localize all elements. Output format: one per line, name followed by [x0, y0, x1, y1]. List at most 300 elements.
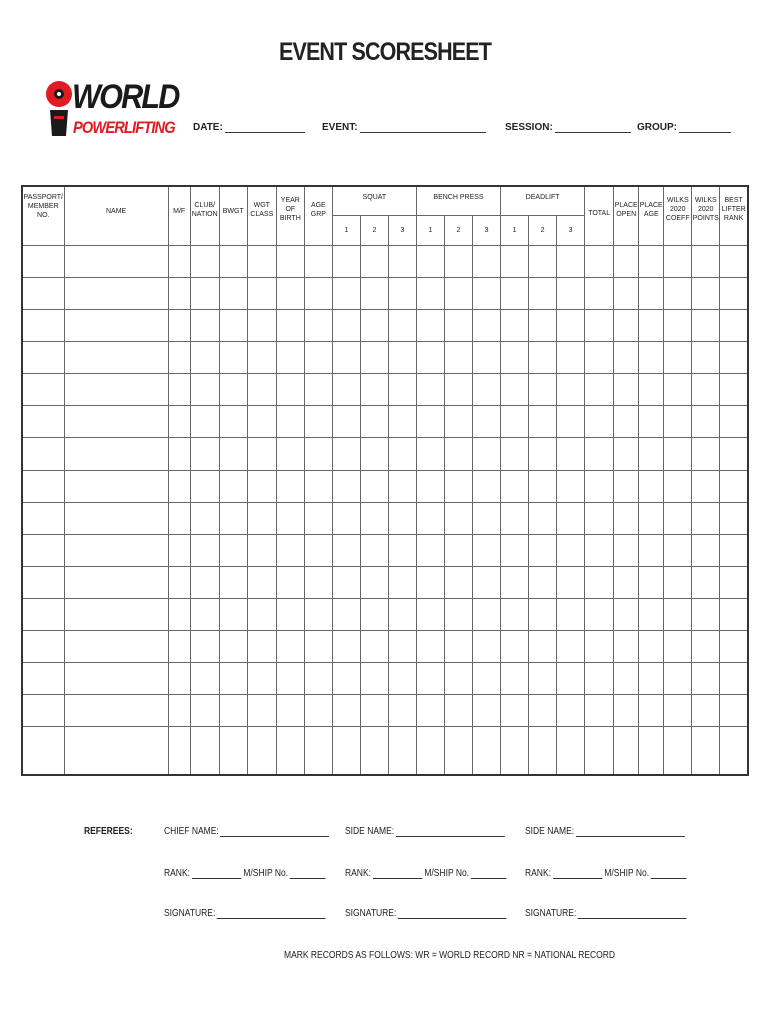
entry-cell[interactable] — [22, 246, 64, 278]
entry-cell[interactable] — [190, 246, 219, 278]
entry-cell[interactable] — [168, 502, 190, 534]
entry-cell[interactable] — [692, 406, 720, 438]
entry-cell[interactable] — [276, 630, 304, 662]
entry-cell[interactable] — [557, 438, 585, 470]
entry-cell[interactable] — [529, 534, 557, 566]
entry-cell[interactable] — [529, 566, 557, 598]
entry-cell[interactable] — [247, 663, 276, 695]
entry-cell[interactable] — [247, 374, 276, 406]
entry-cell[interactable] — [614, 470, 639, 502]
entry-cell[interactable] — [247, 502, 276, 534]
entry-cell[interactable] — [664, 406, 692, 438]
entry-cell[interactable] — [22, 278, 64, 310]
entry-cell[interactable] — [614, 438, 639, 470]
entry-cell[interactable] — [664, 727, 692, 775]
entry-cell[interactable] — [332, 727, 360, 775]
entry-cell[interactable] — [720, 374, 748, 406]
entry-cell[interactable] — [614, 630, 639, 662]
entry-cell[interactable] — [444, 502, 472, 534]
entry-cell[interactable] — [692, 598, 720, 630]
entry-cell[interactable] — [664, 663, 692, 695]
entry-cell[interactable] — [585, 470, 614, 502]
entry-cell[interactable] — [360, 663, 388, 695]
entry-cell[interactable] — [416, 502, 444, 534]
entry-cell[interactable] — [557, 406, 585, 438]
entry-cell[interactable] — [22, 695, 64, 727]
entry-cell[interactable] — [639, 438, 664, 470]
entry-cell[interactable] — [444, 695, 472, 727]
entry-cell[interactable] — [557, 727, 585, 775]
entry-cell[interactable] — [585, 310, 614, 342]
entry-cell[interactable] — [444, 566, 472, 598]
entry-cell[interactable] — [219, 406, 247, 438]
entry-cell[interactable] — [22, 663, 64, 695]
entry-cell[interactable] — [529, 278, 557, 310]
entry-cell[interactable] — [332, 374, 360, 406]
entry-cell[interactable] — [473, 727, 501, 775]
entry-cell[interactable] — [444, 342, 472, 374]
entry-cell[interactable] — [720, 310, 748, 342]
entry-cell[interactable] — [276, 534, 304, 566]
entry-cell[interactable] — [614, 663, 639, 695]
entry-cell[interactable] — [64, 566, 168, 598]
entry-cell[interactable] — [444, 278, 472, 310]
entry-cell[interactable] — [304, 630, 332, 662]
entry-cell[interactable] — [501, 438, 529, 470]
entry-cell[interactable] — [692, 246, 720, 278]
entry-cell[interactable] — [692, 502, 720, 534]
entry-cell[interactable] — [639, 342, 664, 374]
entry-cell[interactable] — [168, 727, 190, 775]
entry-cell[interactable] — [388, 598, 416, 630]
entry-cell[interactable] — [585, 374, 614, 406]
entry-cell[interactable] — [720, 663, 748, 695]
entry-cell[interactable] — [64, 727, 168, 775]
entry-cell[interactable] — [22, 438, 64, 470]
entry-cell[interactable] — [639, 278, 664, 310]
entry-cell[interactable] — [444, 246, 472, 278]
entry-cell[interactable] — [247, 566, 276, 598]
entry-cell[interactable] — [639, 695, 664, 727]
entry-cell[interactable] — [639, 470, 664, 502]
event-field[interactable] — [322, 122, 486, 133]
entry-cell[interactable] — [276, 342, 304, 374]
entry-cell[interactable] — [585, 502, 614, 534]
entry-cell[interactable] — [416, 374, 444, 406]
entry-cell[interactable] — [501, 598, 529, 630]
entry-cell[interactable] — [219, 374, 247, 406]
entry-cell[interactable] — [557, 502, 585, 534]
entry-cell[interactable] — [332, 246, 360, 278]
entry-cell[interactable] — [720, 406, 748, 438]
entry-cell[interactable] — [473, 695, 501, 727]
entry-cell[interactable] — [190, 630, 219, 662]
entry-cell[interactable] — [720, 278, 748, 310]
entry-cell[interactable] — [190, 310, 219, 342]
entry-cell[interactable] — [585, 598, 614, 630]
entry-cell[interactable] — [64, 310, 168, 342]
entry-cell[interactable] — [64, 342, 168, 374]
entry-cell[interactable] — [332, 342, 360, 374]
entry-cell[interactable] — [168, 663, 190, 695]
entry-cell[interactable] — [22, 534, 64, 566]
entry-cell[interactable] — [190, 502, 219, 534]
entry-cell[interactable] — [529, 438, 557, 470]
entry-cell[interactable] — [276, 374, 304, 406]
entry-cell[interactable] — [168, 534, 190, 566]
entry-cell[interactable] — [247, 727, 276, 775]
entry-cell[interactable] — [473, 246, 501, 278]
entry-cell[interactable] — [416, 630, 444, 662]
entry-cell[interactable] — [304, 438, 332, 470]
entry-cell[interactable] — [304, 727, 332, 775]
entry-cell[interactable] — [304, 342, 332, 374]
entry-cell[interactable] — [190, 663, 219, 695]
entry-cell[interactable] — [247, 246, 276, 278]
entry-cell[interactable] — [247, 534, 276, 566]
entry-cell[interactable] — [360, 374, 388, 406]
entry-cell[interactable] — [332, 310, 360, 342]
entry-cell[interactable] — [720, 502, 748, 534]
entry-cell[interactable] — [219, 438, 247, 470]
entry-cell[interactable] — [416, 278, 444, 310]
entry-cell[interactable] — [304, 695, 332, 727]
entry-cell[interactable] — [664, 502, 692, 534]
entry-cell[interactable] — [388, 534, 416, 566]
entry-cell[interactable] — [332, 406, 360, 438]
entry-cell[interactable] — [444, 438, 472, 470]
entry-cell[interactable] — [360, 534, 388, 566]
entry-cell[interactable] — [332, 598, 360, 630]
entry-cell[interactable] — [529, 374, 557, 406]
entry-cell[interactable] — [388, 663, 416, 695]
entry-cell[interactable] — [22, 310, 64, 342]
entry-cell[interactable] — [664, 630, 692, 662]
entry-cell[interactable] — [585, 663, 614, 695]
entry-cell[interactable] — [64, 246, 168, 278]
entry-cell[interactable] — [360, 727, 388, 775]
rank-field-3[interactable] — [525, 868, 686, 879]
entry-cell[interactable] — [360, 278, 388, 310]
entry-cell[interactable] — [473, 406, 501, 438]
entry-cell[interactable] — [190, 727, 219, 775]
entry-cell[interactable] — [529, 470, 557, 502]
entry-cell[interactable] — [585, 534, 614, 566]
entry-cell[interactable] — [557, 598, 585, 630]
entry-cell[interactable] — [585, 342, 614, 374]
entry-cell[interactable] — [388, 502, 416, 534]
entry-cell[interactable] — [664, 566, 692, 598]
entry-cell[interactable] — [360, 342, 388, 374]
entry-cell[interactable] — [332, 566, 360, 598]
entry-cell[interactable] — [557, 246, 585, 278]
entry-cell[interactable] — [247, 278, 276, 310]
entry-cell[interactable] — [473, 278, 501, 310]
entry-cell[interactable] — [720, 534, 748, 566]
entry-cell[interactable] — [501, 502, 529, 534]
entry-cell[interactable] — [557, 310, 585, 342]
rank-field-1[interactable] — [164, 868, 325, 879]
entry-cell[interactable] — [388, 566, 416, 598]
entry-cell[interactable] — [639, 598, 664, 630]
entry-cell[interactable] — [332, 470, 360, 502]
entry-cell[interactable] — [639, 406, 664, 438]
entry-cell[interactable] — [219, 598, 247, 630]
entry-cell[interactable] — [614, 502, 639, 534]
date-field[interactable] — [193, 122, 305, 133]
entry-cell[interactable] — [190, 470, 219, 502]
entry-cell[interactable] — [276, 438, 304, 470]
entry-cell[interactable] — [332, 630, 360, 662]
entry-cell[interactable] — [276, 406, 304, 438]
entry-cell[interactable] — [473, 470, 501, 502]
entry-cell[interactable] — [639, 310, 664, 342]
entry-cell[interactable] — [529, 246, 557, 278]
entry-cell[interactable] — [22, 727, 64, 775]
entry-cell[interactable] — [529, 502, 557, 534]
entry-cell[interactable] — [557, 663, 585, 695]
entry-cell[interactable] — [473, 342, 501, 374]
side-name-field-2[interactable] — [525, 826, 685, 837]
entry-cell[interactable] — [22, 470, 64, 502]
entry-cell[interactable] — [501, 663, 529, 695]
entry-cell[interactable] — [64, 438, 168, 470]
entry-cell[interactable] — [360, 246, 388, 278]
entry-cell[interactable] — [22, 406, 64, 438]
entry-cell[interactable] — [388, 727, 416, 775]
entry-cell[interactable] — [501, 534, 529, 566]
entry-cell[interactable] — [304, 534, 332, 566]
entry-cell[interactable] — [168, 566, 190, 598]
entry-cell[interactable] — [276, 695, 304, 727]
entry-cell[interactable] — [473, 502, 501, 534]
entry-cell[interactable] — [529, 406, 557, 438]
entry-cell[interactable] — [219, 502, 247, 534]
entry-cell[interactable] — [529, 310, 557, 342]
entry-cell[interactable] — [501, 566, 529, 598]
entry-cell[interactable] — [416, 406, 444, 438]
entry-cell[interactable] — [388, 695, 416, 727]
entry-cell[interactable] — [529, 663, 557, 695]
entry-cell[interactable] — [360, 470, 388, 502]
entry-cell[interactable] — [416, 310, 444, 342]
entry-cell[interactable] — [276, 663, 304, 695]
entry-cell[interactable] — [639, 502, 664, 534]
signature-field-1[interactable] — [164, 908, 326, 919]
entry-cell[interactable] — [501, 727, 529, 775]
entry-cell[interactable] — [247, 470, 276, 502]
entry-cell[interactable] — [304, 470, 332, 502]
entry-cell[interactable] — [219, 663, 247, 695]
entry-cell[interactable] — [639, 246, 664, 278]
entry-cell[interactable] — [664, 695, 692, 727]
session-field[interactable] — [505, 122, 631, 133]
entry-cell[interactable] — [168, 374, 190, 406]
entry-cell[interactable] — [416, 727, 444, 775]
entry-cell[interactable] — [720, 470, 748, 502]
entry-cell[interactable] — [444, 727, 472, 775]
entry-cell[interactable] — [304, 663, 332, 695]
entry-cell[interactable] — [664, 246, 692, 278]
signature-field-3[interactable] — [525, 908, 687, 919]
entry-cell[interactable] — [332, 663, 360, 695]
entry-cell[interactable] — [304, 374, 332, 406]
entry-cell[interactable] — [219, 630, 247, 662]
entry-cell[interactable] — [444, 534, 472, 566]
entry-cell[interactable] — [692, 470, 720, 502]
entry-cell[interactable] — [614, 278, 639, 310]
entry-cell[interactable] — [64, 630, 168, 662]
entry-cell[interactable] — [720, 695, 748, 727]
entry-cell[interactable] — [64, 374, 168, 406]
entry-cell[interactable] — [360, 406, 388, 438]
entry-cell[interactable] — [276, 727, 304, 775]
entry-cell[interactable] — [360, 566, 388, 598]
entry-cell[interactable] — [585, 278, 614, 310]
entry-cell[interactable] — [444, 598, 472, 630]
entry-cell[interactable] — [473, 663, 501, 695]
rank-field-2[interactable] — [345, 868, 506, 879]
entry-cell[interactable] — [219, 342, 247, 374]
entry-cell[interactable] — [501, 342, 529, 374]
entry-cell[interactable] — [529, 727, 557, 775]
entry-cell[interactable] — [664, 534, 692, 566]
entry-cell[interactable] — [388, 406, 416, 438]
entry-cell[interactable] — [219, 727, 247, 775]
entry-cell[interactable] — [585, 438, 614, 470]
entry-cell[interactable] — [444, 374, 472, 406]
entry-cell[interactable] — [304, 566, 332, 598]
entry-cell[interactable] — [304, 278, 332, 310]
entry-cell[interactable] — [416, 695, 444, 727]
side-name-field-1[interactable] — [345, 826, 505, 837]
entry-cell[interactable] — [664, 470, 692, 502]
entry-cell[interactable] — [64, 534, 168, 566]
entry-cell[interactable] — [501, 470, 529, 502]
entry-cell[interactable] — [557, 695, 585, 727]
entry-cell[interactable] — [614, 534, 639, 566]
entry-cell[interactable] — [416, 534, 444, 566]
entry-cell[interactable] — [168, 342, 190, 374]
entry-cell[interactable] — [219, 566, 247, 598]
entry-cell[interactable] — [585, 406, 614, 438]
entry-cell[interactable] — [614, 566, 639, 598]
entry-cell[interactable] — [557, 534, 585, 566]
entry-cell[interactable] — [332, 695, 360, 727]
entry-cell[interactable] — [168, 695, 190, 727]
entry-cell[interactable] — [720, 438, 748, 470]
entry-cell[interactable] — [388, 470, 416, 502]
entry-cell[interactable] — [168, 246, 190, 278]
entry-cell[interactable] — [473, 534, 501, 566]
entry-cell[interactable] — [614, 598, 639, 630]
entry-cell[interactable] — [664, 310, 692, 342]
entry-cell[interactable] — [22, 566, 64, 598]
entry-cell[interactable] — [304, 598, 332, 630]
entry-cell[interactable] — [557, 630, 585, 662]
entry-cell[interactable] — [64, 598, 168, 630]
entry-cell[interactable] — [360, 438, 388, 470]
entry-cell[interactable] — [22, 630, 64, 662]
entry-cell[interactable] — [529, 695, 557, 727]
entry-cell[interactable] — [501, 278, 529, 310]
entry-cell[interactable] — [639, 663, 664, 695]
entry-cell[interactable] — [388, 246, 416, 278]
entry-cell[interactable] — [388, 310, 416, 342]
entry-cell[interactable] — [473, 374, 501, 406]
entry-cell[interactable] — [219, 310, 247, 342]
entry-cell[interactable] — [247, 695, 276, 727]
entry-cell[interactable] — [614, 374, 639, 406]
entry-cell[interactable] — [360, 630, 388, 662]
entry-cell[interactable] — [473, 630, 501, 662]
entry-cell[interactable] — [692, 310, 720, 342]
entry-cell[interactable] — [720, 342, 748, 374]
entry-cell[interactable] — [692, 534, 720, 566]
entry-cell[interactable] — [190, 438, 219, 470]
entry-cell[interactable] — [585, 246, 614, 278]
entry-cell[interactable] — [529, 630, 557, 662]
entry-cell[interactable] — [416, 566, 444, 598]
entry-cell[interactable] — [585, 566, 614, 598]
entry-cell[interactable] — [64, 695, 168, 727]
entry-cell[interactable] — [332, 278, 360, 310]
entry-cell[interactable] — [416, 663, 444, 695]
entry-cell[interactable] — [168, 310, 190, 342]
entry-cell[interactable] — [585, 630, 614, 662]
entry-cell[interactable] — [585, 727, 614, 775]
entry-cell[interactable] — [304, 406, 332, 438]
entry-cell[interactable] — [692, 566, 720, 598]
entry-cell[interactable] — [247, 630, 276, 662]
entry-cell[interactable] — [720, 727, 748, 775]
entry-cell[interactable] — [168, 406, 190, 438]
entry-cell[interactable] — [276, 246, 304, 278]
entry-cell[interactable] — [664, 438, 692, 470]
entry-cell[interactable] — [190, 598, 219, 630]
entry-cell[interactable] — [64, 502, 168, 534]
entry-cell[interactable] — [276, 310, 304, 342]
entry-cell[interactable] — [247, 438, 276, 470]
entry-cell[interactable] — [247, 406, 276, 438]
entry-cell[interactable] — [639, 534, 664, 566]
entry-cell[interactable] — [614, 246, 639, 278]
entry-cell[interactable] — [720, 566, 748, 598]
entry-cell[interactable] — [614, 310, 639, 342]
entry-cell[interactable] — [168, 630, 190, 662]
entry-cell[interactable] — [388, 278, 416, 310]
entry-cell[interactable] — [304, 246, 332, 278]
entry-cell[interactable] — [388, 630, 416, 662]
group-field[interactable] — [637, 122, 731, 133]
entry-cell[interactable] — [416, 246, 444, 278]
entry-cell[interactable] — [219, 246, 247, 278]
entry-cell[interactable] — [614, 342, 639, 374]
entry-cell[interactable] — [64, 470, 168, 502]
entry-cell[interactable] — [692, 438, 720, 470]
entry-cell[interactable] — [332, 438, 360, 470]
entry-cell[interactable] — [276, 278, 304, 310]
entry-cell[interactable] — [276, 470, 304, 502]
entry-cell[interactable] — [247, 342, 276, 374]
entry-cell[interactable] — [720, 246, 748, 278]
entry-cell[interactable] — [664, 374, 692, 406]
entry-cell[interactable] — [639, 727, 664, 775]
entry-cell[interactable] — [190, 534, 219, 566]
entry-cell[interactable] — [444, 406, 472, 438]
entry-cell[interactable] — [501, 310, 529, 342]
entry-cell[interactable] — [168, 598, 190, 630]
